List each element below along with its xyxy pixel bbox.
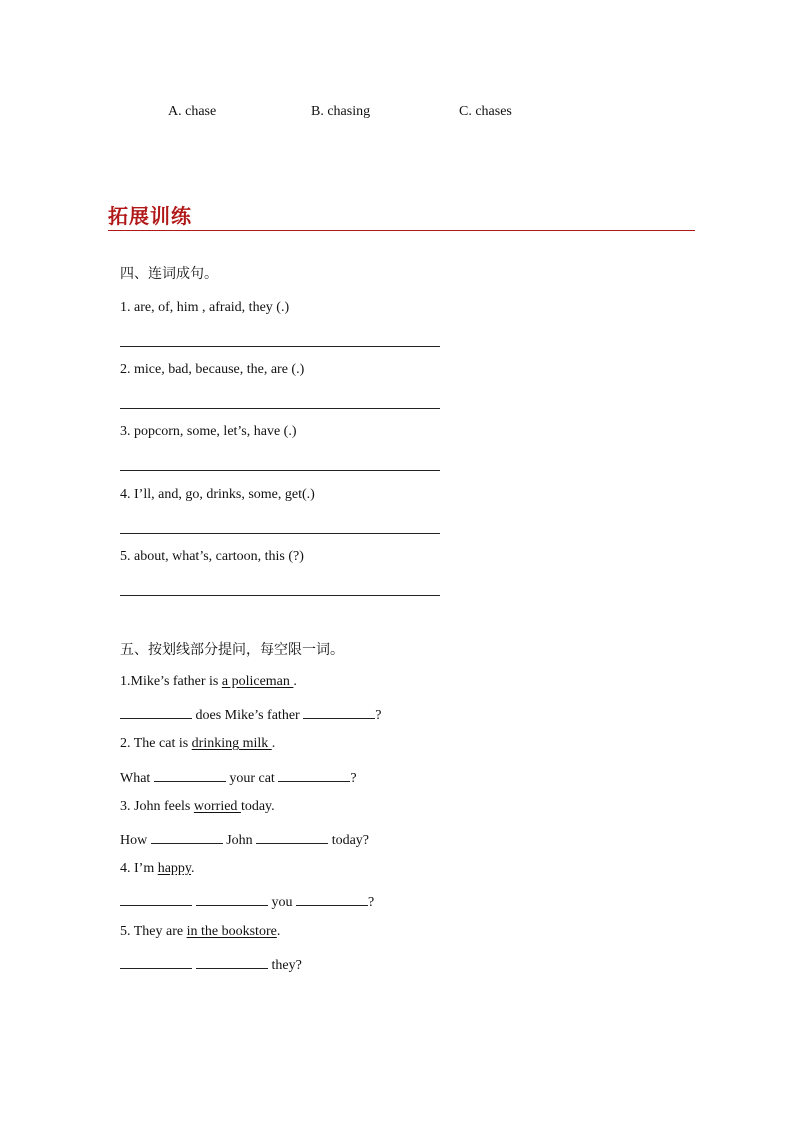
- answer-line-4[interactable]: [120, 533, 440, 534]
- blank-1b[interactable]: [303, 704, 375, 719]
- part4-heading: 四、连词成句。: [120, 266, 218, 282]
- question-4-text: 4. I’m: [120, 861, 158, 876]
- title-divider: [108, 230, 695, 231]
- answer-4-mid: you: [268, 895, 296, 910]
- question-2-end: .: [271, 736, 276, 751]
- question-4: [120, 860, 195, 878]
- question-4-underlined: happy: [157, 861, 192, 876]
- question-3: [120, 798, 275, 816]
- answer-3-start: How: [120, 833, 151, 848]
- blank-2b[interactable]: [278, 767, 350, 782]
- option-c: C. chases: [459, 104, 512, 119]
- question-2-underlined: drinking milk: [191, 736, 272, 751]
- question-3-text: 3. John feels: [120, 799, 194, 814]
- section-title: 拓展训练: [108, 204, 192, 228]
- blank-3a[interactable]: [151, 829, 223, 844]
- answer-line-2[interactable]: [120, 408, 440, 409]
- question-5-text: 5. They are: [120, 924, 187, 939]
- answer-line-3[interactable]: [120, 470, 440, 471]
- answer-4: [120, 891, 374, 912]
- question-1-underlined: a policeman: [221, 674, 294, 689]
- part4-item-1: 1. are, of, him , afraid, they (.): [120, 300, 290, 315]
- answer-1-end: ?: [375, 708, 382, 723]
- question-3-end: today.: [240, 799, 275, 814]
- answer-5-end: they?: [268, 958, 302, 973]
- part4-item-3: 3. popcorn, some, let’s, have (.): [120, 424, 297, 439]
- blank-3b[interactable]: [256, 829, 328, 844]
- blank-2a[interactable]: [154, 767, 226, 782]
- question-4-end: .: [191, 861, 195, 876]
- part5-heading: 五、按划线部分提问，每空限一词。: [120, 642, 344, 658]
- part4-item-2: 2. mice, bad, because, the, are (.): [120, 362, 305, 377]
- question-5-underlined: in the bookstore: [186, 924, 277, 939]
- blank-4b[interactable]: [196, 891, 268, 906]
- question-5: [120, 923, 280, 941]
- question-1-end: .: [293, 674, 297, 689]
- option-a: A. chase: [168, 104, 217, 119]
- answer-1: [120, 704, 381, 725]
- answer-2-mid: your cat: [225, 771, 279, 786]
- blank-5b[interactable]: [196, 954, 268, 969]
- answer-3-mid: John: [222, 833, 257, 848]
- answer-2-start: What: [120, 771, 154, 786]
- question-2-text: 2. The cat is: [120, 736, 192, 751]
- answer-2-end: ?: [350, 771, 357, 786]
- question-1: [120, 673, 297, 691]
- answer-4-end: ?: [368, 895, 375, 910]
- blank-5a[interactable]: [120, 954, 192, 969]
- answer-5: [120, 954, 302, 975]
- answer-line-5[interactable]: [120, 595, 440, 596]
- answer-3: [120, 829, 369, 850]
- blank-4c[interactable]: [296, 891, 368, 906]
- question-5-end: .: [276, 924, 281, 939]
- question-1-text: 1.Mike’s father is: [120, 674, 222, 689]
- part4-item-5: 5. about, what’s, cartoon, this (?): [120, 549, 304, 564]
- option-b: B. chasing: [311, 104, 371, 119]
- part4-item-4: 4. I’ll, and, go, drinks, some, get(.): [120, 487, 315, 502]
- question-3-underlined: worried: [193, 799, 241, 814]
- answer-3-end: today?: [328, 833, 370, 848]
- question-2: [120, 735, 275, 753]
- answer-line-1[interactable]: [120, 346, 440, 347]
- answer-2: [120, 767, 357, 788]
- blank-4a[interactable]: [120, 891, 192, 906]
- answer-1-mid: does Mike’s father: [192, 708, 304, 723]
- blank-1a[interactable]: [120, 704, 192, 719]
